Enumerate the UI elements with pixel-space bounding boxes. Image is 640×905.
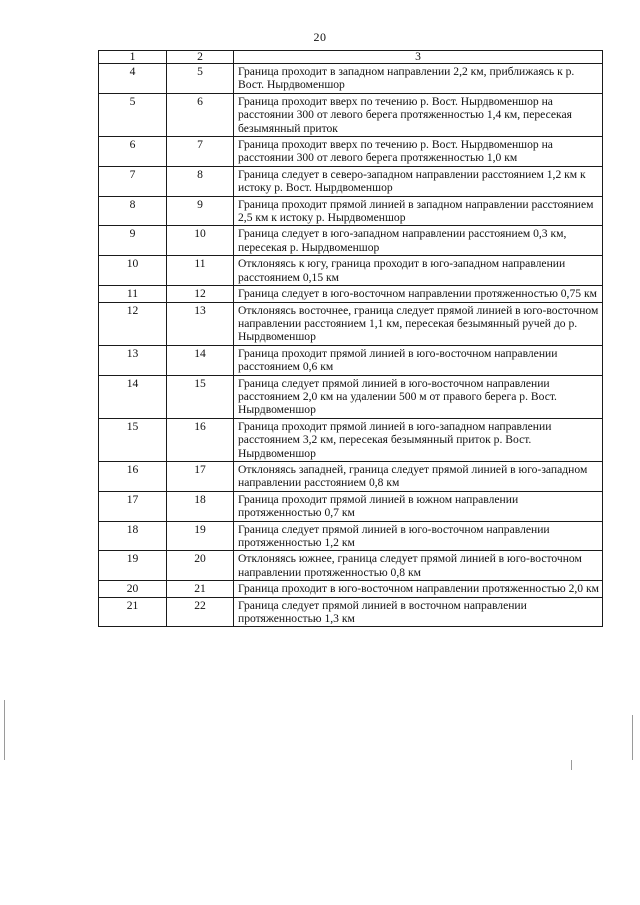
point-to-cell: 9: [167, 196, 234, 226]
table-row: [99, 256, 603, 286]
point-to-cell: 22: [167, 597, 234, 627]
point-from-cell: 11: [99, 286, 167, 302]
column-header-2: 2: [167, 51, 234, 64]
point-to-cell: 19: [167, 521, 234, 551]
point-to-cell: 15: [167, 375, 234, 418]
table-row: [99, 375, 603, 418]
point-from-cell: 9: [99, 226, 167, 256]
point-from-cell: 10: [99, 256, 167, 286]
point-to-cell: 21: [167, 581, 234, 597]
table-row: [99, 461, 603, 491]
point-to-cell: 8: [167, 166, 234, 196]
point-from-cell: 15: [99, 418, 167, 461]
boundary-description-cell: Граница следует в юго-западном направлении расстоянием 0,3 км, пересекая р. Нырдвоменшор: [234, 226, 603, 256]
point-from-cell: 17: [99, 491, 167, 521]
boundary-description-cell: Граница проходит прямой линией в южном направлении протяженностью 0,7 км: [234, 491, 603, 521]
boundary-description-cell: Граница следует прямой линией в юго-восточном направлении расстоянием 2,0 км на удалении 500 м от правого берега р. Вост. Нырдвоменшор: [234, 375, 603, 418]
table-row: [99, 597, 603, 627]
boundary-description-cell: Граница проходит в юго-восточном направлении протяженностью 2,0 км: [234, 581, 603, 597]
point-to-cell: 12: [167, 286, 234, 302]
point-from-cell: 16: [99, 461, 167, 491]
point-to-cell: 10: [167, 226, 234, 256]
boundary-description-cell: Граница проходит прямой линией в западном направлении расстоянием 2,5 км к истоку р. Нырдвоменшор: [234, 196, 603, 226]
column-header-1: 1: [99, 51, 167, 64]
table-row: [99, 286, 603, 302]
boundary-description-cell: Отклоняясь западней, граница следует прямой линией в юго-западном направлении расстоянием 0,8 км: [234, 461, 603, 491]
table-body: [99, 64, 603, 627]
point-from-cell: 21: [99, 597, 167, 627]
point-from-cell: 20: [99, 581, 167, 597]
boundary-description-cell: Отклоняясь южнее, граница следует прямой линией в юго-восточном направлении протяженностью 0,8 км: [234, 551, 603, 581]
point-from-cell: 19: [99, 551, 167, 581]
point-from-cell: 5: [99, 93, 167, 136]
point-to-cell: 14: [167, 345, 234, 375]
point-from-cell: 12: [99, 302, 167, 345]
table-row: [99, 64, 603, 94]
table-row: [99, 551, 603, 581]
point-to-cell: 16: [167, 418, 234, 461]
table-row: [99, 196, 603, 226]
point-to-cell: 6: [167, 93, 234, 136]
scan-edge-mark: [632, 715, 633, 760]
scan-edge-mark: [4, 700, 5, 760]
boundary-description-cell: Граница проходит прямой линией в юго-восточном направлении расстоянием 0,6 км: [234, 345, 603, 375]
page-number: 20: [313, 30, 327, 44]
table-row: [99, 302, 603, 345]
boundary-description-cell: Отклоняясь восточнее, граница следует прямой линией в юго-восточном направлении расстоянием 1,1 км, пересекая безымянный ручей до р. Нырдвоменшор: [234, 302, 603, 345]
boundary-description-cell: Граница проходит прямой линией в юго-западном направлении расстоянием 3,2 км, пересекая безымянный приток р. Вост. Нырдвоменшор: [234, 418, 603, 461]
boundary-description-table: [98, 50, 603, 627]
point-from-cell: 14: [99, 375, 167, 418]
point-from-cell: 7: [99, 166, 167, 196]
point-to-cell: 17: [167, 461, 234, 491]
table-row: [99, 166, 603, 196]
table-row: [99, 93, 603, 136]
table-row: [99, 345, 603, 375]
boundary-description-cell: Отклоняясь к югу, граница проходит в юго-западном направлении расстоянием 0,15 км: [234, 256, 603, 286]
boundary-description-cell: Граница следует в северо-западном направлении расстоянием 1,2 км к истоку р. Вост. Нырдвоменшор: [234, 166, 603, 196]
point-from-cell: 18: [99, 521, 167, 551]
point-from-cell: 8: [99, 196, 167, 226]
boundary-description-cell: Граница следует прямой линией в юго-восточном направлении протяженностью 1,2 км: [234, 521, 603, 551]
point-to-cell: 11: [167, 256, 234, 286]
point-from-cell: 6: [99, 137, 167, 167]
point-from-cell: 4: [99, 64, 167, 94]
column-header-3: 3: [234, 51, 603, 64]
boundary-description-cell: Граница проходит вверх по течению р. Вост. Нырдвоменшор на расстоянии 300 от левого берега протяженностью 1,4 км, пересекая безымянный приток: [234, 93, 603, 136]
boundary-description-cell: Граница следует в юго-восточном направлении протяженностью 0,75 км: [234, 286, 603, 302]
table-row: [99, 491, 603, 521]
point-from-cell: 13: [99, 345, 167, 375]
table-row: [99, 581, 603, 597]
header-row: [99, 51, 603, 64]
point-to-cell: 18: [167, 491, 234, 521]
boundary-description-cell: Граница проходит вверх по течению р. Вост. Нырдвоменшор на расстоянии 300 от левого берега протяженностью 1,0 км: [234, 137, 603, 167]
point-to-cell: 20: [167, 551, 234, 581]
point-to-cell: 5: [167, 64, 234, 94]
boundary-description-cell: Граница следует прямой линией в восточном направлении протяженностью 1,3 км: [234, 597, 603, 627]
scan-edge-mark: [571, 760, 572, 770]
table-row: [99, 521, 603, 551]
table-row: [99, 137, 603, 167]
point-to-cell: 7: [167, 137, 234, 167]
table-header: [99, 51, 603, 64]
table-row: [99, 418, 603, 461]
point-to-cell: 13: [167, 302, 234, 345]
table-row: [99, 226, 603, 256]
boundary-description-cell: Граница проходит в западном направлении 2,2 км, приближаясь к р. Вост. Нырдвоменшор: [234, 64, 603, 94]
